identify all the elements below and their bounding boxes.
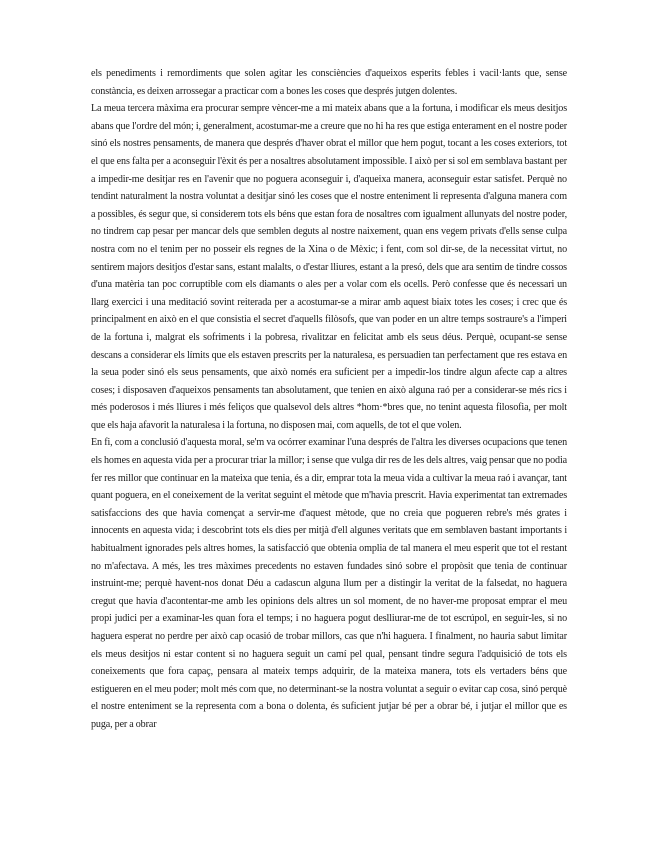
body-text xyxy=(91,65,567,734)
paragraph-conclusion: En fi, com a conclusió d'aquesta moral, se'm va ocórrer examinar l'una després de l'altra les diverses ocupacions que tenen els homes en aquesta vida per a procurar triar la millor; i sense que vulga dir res de les dels altres, vaig pensar que no podia fer res millor que continuar en la mateixa que tenia, és a dir, emprar tota la meua vida a cultivar la meua raó i avançar, tant quant poguera, en el coneixement de la veritat seguint el mètode que m'havia prescrit. Havia experimentat tan extremades satisfaccions des que havia començat a servir-me d'aquest mètode, que no creia que pogueren rebre's més grates i innocents en aquesta vida; i descobrint tots els dies per mitjà d'ell algunes veritats que em semblaven bastant importants i habitualment ignorades pels altres homes, la satisfacció que obtenia omplia de tal manera el meu esperit que tot el restant no m'afectava. A més, les tres màximes precedents no estaven fundades sinó sobre el propòsit que tenia de continuar instruint-me; perquè havent-nos donat Déu a cadascun alguna llum per a distingir la veritat de la falsedat, no haguera cregut que havia d'acontentar-me amb les opinions dels altres un sol moment, de no haver-me proposat emprar el meu propi judici per a examinar-les quan fora el temps; i no haguera pogut deslliurar-me de tot escrúpol, en seguir-les, si no haguera esperat no perdre per això cap ocasió de trobar millors, cas que n'hi haguera. I finalment, no hauria sabut limitar els meus desitjos ni estar content si no haguera seguit un camí pel qual, pensant tindre segura l'adquisició de tots els coneixements que fora capaç, pensara al mateix temps adquirir, de la mateixa manera, tots els vertaders béns que estigueren en el meu poder; molt més com que, no determinant-se la nostra voluntat a seguir o evitar cap cosa, sinó perquè el nostre enteniment se la representa com a bona o dolenta, és suficient jutjar bé per a obrar bé, i jutjar el millor que es puga, per a obrar xyxy=(91,437,567,730)
paragraph-third-maxim: La meua tercera màxima era procurar sempre vèncer-me a mi mateix abans que a la fortuna, i modificar els meus desitjos abans que l'ordre del món; i, generalment, acostumar-me a creure que no hi ha res que estiga enterament en el nostre poder sinó els nostres pensaments, de manera que després d'haver obrat el millor que hem pogut, tocant a les coses exteriors, tot el que ens falta per a aconseguir l'èxit és per a nosaltres absolutament impossible. I això per si sol em semblava bastant per a impedir-me desitjar res en l'avenir que no poguera aconseguir i, d'aqueixa manera, aconseguir estar satisfet. Perquè no tendint naturalment la nostra voluntat a desitjar sinó les coses que el nostre enteniment li representa d'alguna manera com a possibles, és segur que, si considerem tots els béns que estan fora de nosaltres com igualment allunyats del nostre poder, no tindrem cap pesar per mancar dels que semblen deguts al nostre naixement, quan ens vegem privats d'ells sense culpa nostra com no el tenim per no posseir els regnes de la Xina o de Mèxic; i fent, com sol dir-se, de la necessitat virtut, no sentirem majors desitjos d'estar sans, estant malalts, o d'estar lliures, estant a la presó, dels que ara sentim de tindre cossos d'una matèria tan poc corruptible com els diamants o ales per a volar com els ocells. Però confesse que és necessari un llarg exercici i una meditació sovint reiterada per a acostumar-se a mirar amb aquest biaix totes les coses; i crec que és principalment en això en el que consistia el secret d'aquells filòsofs, que van poder en un altre temps sostraure's a l'imperi de la fortuna i, malgrat els sofriments i la pobresa, rivalitzar en felicitat amb els seus déus. Perquè, ocupant-se sense descans a considerar els límits que els estaven prescrits per la naturalesa, es persuadien tan perfectament que res estava en la seua poder sinó els seus pensaments, que això només era suficient per a impedir-los tindre algun afecte cap a altres coses; i disposaven d'aqueixos pensaments tan absolutament, que tenien en això alguna raó per a considerar-se més rics i més poderosos i més lliures i més feliços que qualsevol dels altres *hom·*bres que, no tenint aquesta filosofia, per molt que els haja afavorit la naturalesa i la fortuna, no disposen mai, com aquells, de tot el que volen. xyxy=(91,103,567,431)
paragraph-continuation: els penediments i remordiments que solen agitar les consciències d'aqueixos esperits febles i vacil·lants que, sense constància, es deixen arrossegar a practicar com a bones les coses que després jutgen dolentes. xyxy=(91,68,567,97)
